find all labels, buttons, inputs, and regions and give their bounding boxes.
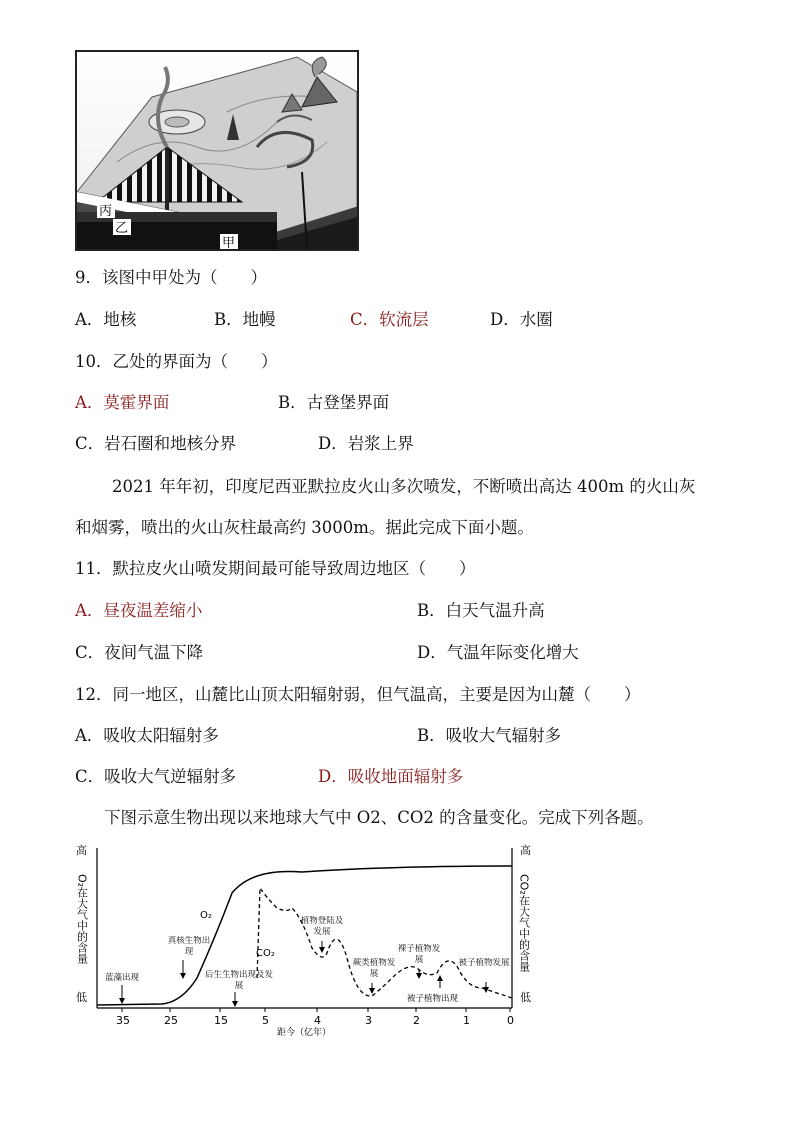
annotation-1: 真核生物出现 xyxy=(167,936,211,957)
annotation-2: 后生生物出现及发展 xyxy=(204,970,273,991)
x-tick-label: 5 xyxy=(262,1014,269,1027)
right-axis-low: 低 xyxy=(520,991,531,1004)
q10-option-d[interactable]: D．岩浆上界 xyxy=(318,434,414,453)
annotation-6: 被子植物出现 xyxy=(407,994,459,1004)
q11-stem: 11．默拉皮火山喷发期间最可能导致周边地区（ ） xyxy=(75,559,476,578)
x-tick-label: 15 xyxy=(214,1014,228,1027)
annotation-3: 植物登陆及发展 xyxy=(300,916,344,937)
q12-option-a[interactable]: A．吸收太阳辐射多 xyxy=(75,726,219,745)
q12-option-b[interactable]: B．吸收大气辐射多 xyxy=(417,726,562,745)
q9-option-b[interactable]: B．地幔 xyxy=(214,310,276,329)
right-axis-high: 高 xyxy=(520,844,531,857)
q12-stem: 12．同一地区，山麓比山顶太阳辐射弱，但气温高，主要是因为山麓（ ） xyxy=(75,685,641,704)
annotation-5: 裸子植物发展 xyxy=(397,944,441,965)
q11-option-d[interactable]: D．气温年际变化增大 xyxy=(417,643,579,662)
x-tick-label: 2 xyxy=(413,1014,420,1027)
q10-option-b[interactable]: B．古登堡界面 xyxy=(278,393,390,412)
q9-option-d[interactable]: D．水圈 xyxy=(490,310,553,329)
q9-option-c[interactable]: C．软流层 xyxy=(350,310,429,329)
passage1-line1: 2021 年年初，印度尼西亚默拉皮火山多次喷发，不断喷出高达 400m 的火山灰 xyxy=(112,477,696,496)
passage1-line2: 和烟雾，喷出的火山灰柱最高约 3000m。据此完成下面小题。 xyxy=(75,518,534,537)
q11-option-c[interactable]: C．夜间气温下降 xyxy=(75,643,204,662)
x-axis-label: 距今（亿年） xyxy=(277,1028,332,1038)
volcano-block-diagram xyxy=(75,50,359,251)
o2-series-label: O₂ xyxy=(200,910,212,921)
q12-option-c[interactable]: C．吸收大气逆辐射多 xyxy=(75,767,237,786)
annotation-4: 蕨类植物发展 xyxy=(352,958,396,979)
x-tick-label: 1 xyxy=(463,1014,470,1027)
annotation-7: 被子植物发展 xyxy=(458,958,510,968)
x-tick-label: 35 xyxy=(116,1014,130,1027)
x-tick-label: 25 xyxy=(164,1014,178,1027)
left-axis-high: 高 xyxy=(76,844,87,857)
q9-option-a[interactable]: A．地核 xyxy=(75,310,137,329)
q10-option-a[interactable]: A．莫霍界面 xyxy=(75,393,170,412)
left-axis-low: 低 xyxy=(76,991,87,1004)
x-tick-label: 3 xyxy=(365,1014,372,1027)
label-yi: 乙 xyxy=(115,221,129,236)
q12-option-d[interactable]: D．吸收地面辐射多 xyxy=(318,767,464,786)
annotation-0: 蓝藻出现 xyxy=(105,973,140,983)
x-tick-label: 0 xyxy=(507,1014,514,1027)
right-axis-label: CO₂在大气中的含量 xyxy=(517,874,531,972)
passage2-line1: 下图示意生物出现以来地球大气中 O2、CO2 的含量变化。完成下列各题。 xyxy=(104,808,654,827)
co2-series-label: CO₂ xyxy=(256,948,275,959)
q10-stem: 10．乙处的界面为（ ） xyxy=(75,352,278,371)
q11-option-a[interactable]: A．昼夜温差缩小 xyxy=(75,601,203,620)
q11-option-b[interactable]: B．白天气温升高 xyxy=(417,601,545,620)
label-bing: 丙 xyxy=(99,204,113,219)
left-axis-label: O₂在大气中的含量 xyxy=(75,874,89,965)
atmosphere-gas-chart xyxy=(72,838,542,1040)
x-tick-label: 4 xyxy=(314,1014,321,1027)
q9-stem: 9．该图中甲处为（ ） xyxy=(75,268,267,287)
label-jia: 甲 xyxy=(222,236,236,249)
q10-option-c[interactable]: C．岩石圈和地核分界 xyxy=(75,434,237,453)
